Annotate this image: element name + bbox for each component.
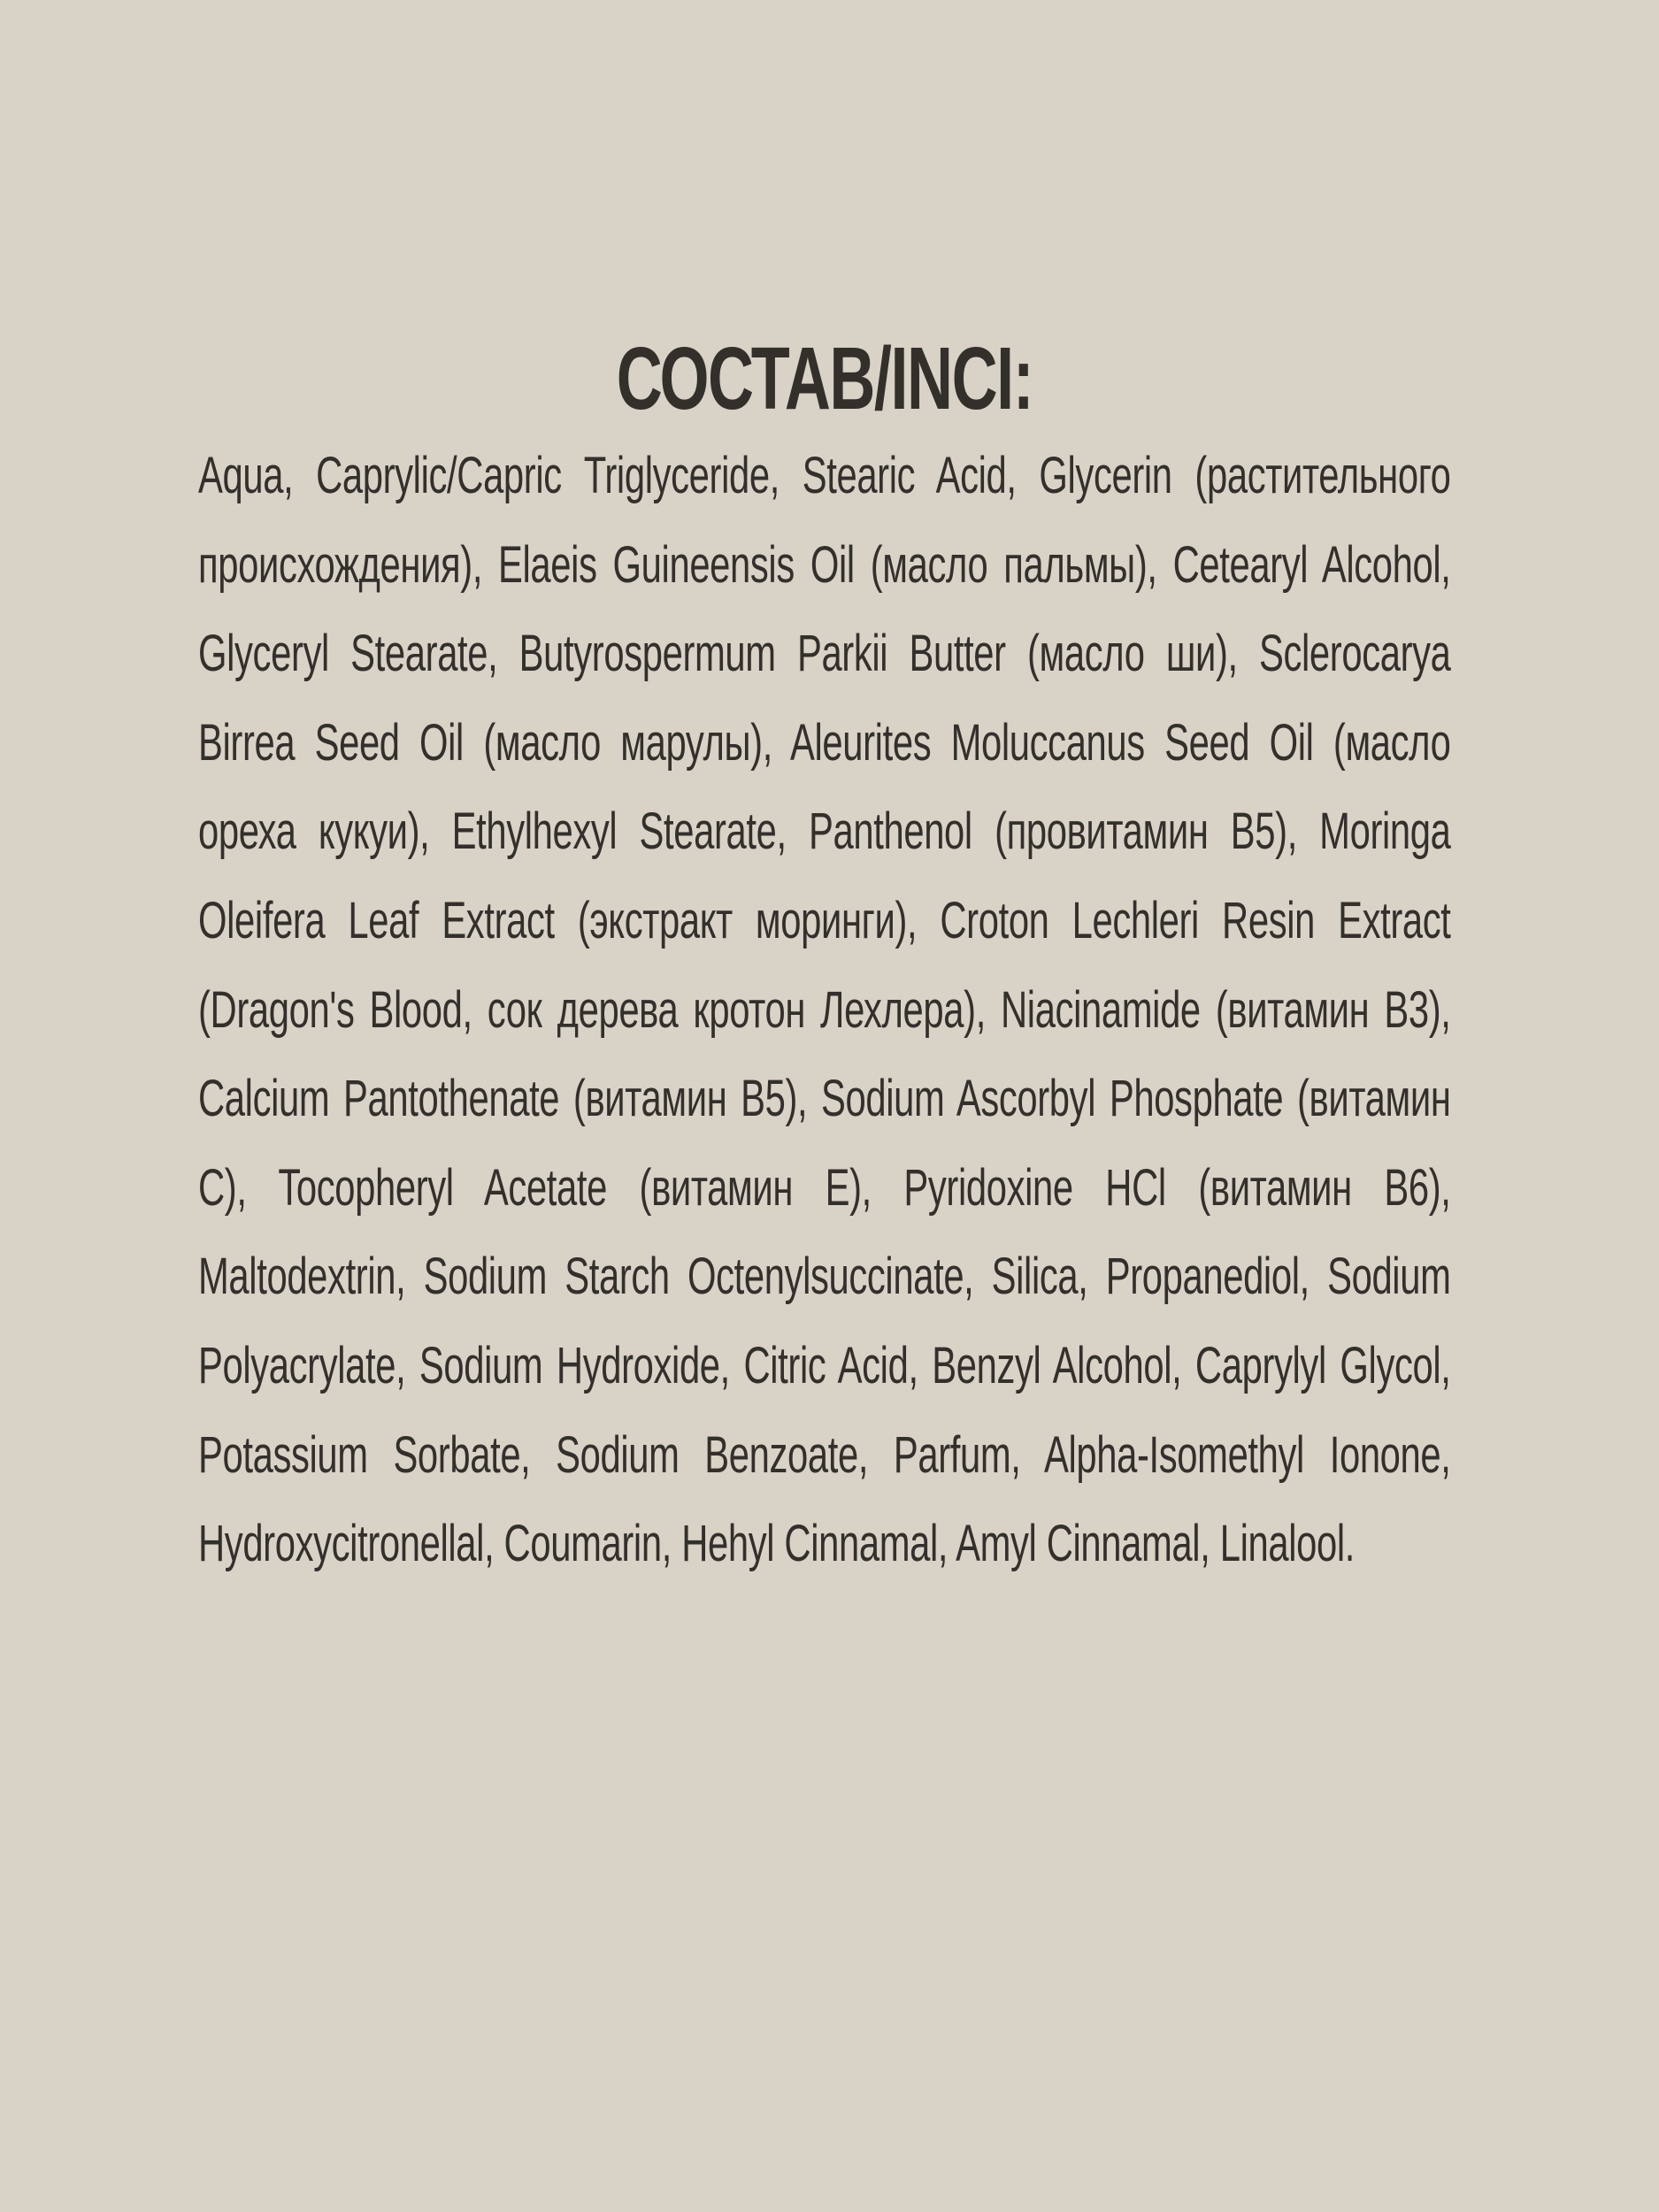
ingredients-list: Aqua, Caprylic/Capric Triglyceride, Stearic Acid, Glycerin (растительного происхождения), Elaeis Guineensis Oil (масло пальмы), Cetearyl Alcohol, Glyceryl Stearate, Butyrospermum Parkii Butter (масло ши), Sclerocarya Birrea Seed Oil (масло марулы), Aleurites Moluccanus Seed Oil (масло ореха кукуи), Ethylhexyl Stearate, Panthenol (провитамин B5), Moringa Oleifera Leaf Extract (экстракт моринги), Croton Lechleri Resin Extract (Dragon's Blood, сок дерева кротон Лехлера), Niacinamide (витамин B3), Calcium Pantothenate (витамин B5), Sodium Ascorbyl Phosphate (витамин C), Tocopheryl Acetate (витамин E), Pyridoxine HCl (витамин B6), Maltodextrin, Sodium Starch Octenylsuccinate, Silica, Propanediol, Sodium Polyacrylate, Sodium Hydroxide, Citric Acid, Benzyl Alcohol, Caprylyl Glycol, Potassium Sorbate, Sodium Benzoate, Parfum, Alpha-Isomethyl Ionone, Hydroxycitronellal, Coumarin, Hehyl Cinnamal, Amyl Cinnamal, Linalool. — [198, 447, 1451, 1573]
page-title: СОСТАВ/INCI: — [616, 329, 1033, 428]
ingredients-panel — [198, 326, 1451, 1589]
